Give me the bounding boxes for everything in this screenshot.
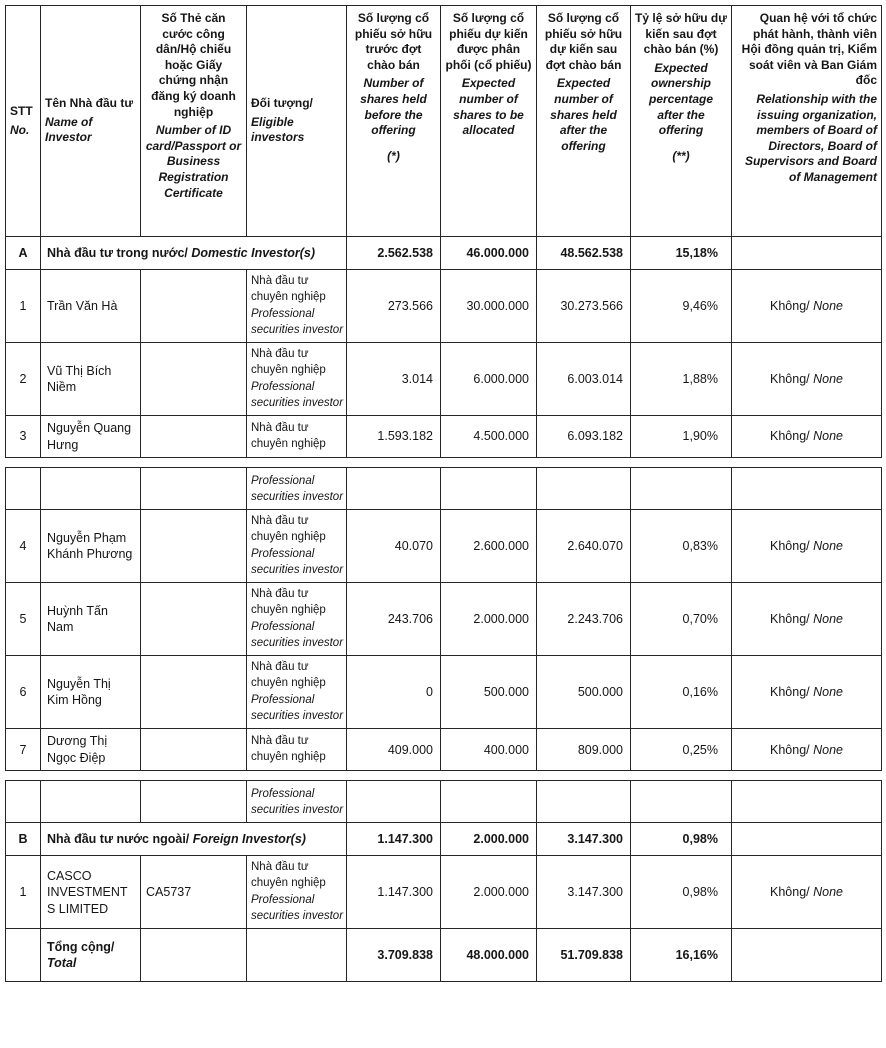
relationship-cell bbox=[732, 929, 882, 982]
eligible-en-text: Professional securities investor bbox=[251, 548, 344, 576]
relationship-cell bbox=[732, 468, 882, 510]
id-number-cell bbox=[141, 343, 247, 416]
page-break-gap bbox=[5, 771, 881, 780]
grand-total-row bbox=[6, 929, 882, 982]
eligible-cell bbox=[247, 468, 347, 510]
investor-row bbox=[6, 856, 882, 929]
investor-table-page-3 bbox=[5, 780, 882, 982]
allocated-value-cell: 2.000.000 bbox=[441, 856, 537, 929]
after-value-cell: 48.562.538 bbox=[537, 237, 631, 270]
investor-name-cell bbox=[41, 781, 141, 823]
after-value-cell: 2.243.706 bbox=[537, 583, 631, 656]
relationship-en-text: None bbox=[813, 612, 843, 626]
group-label-cell bbox=[41, 823, 347, 856]
relationship-en-text: None bbox=[813, 298, 843, 313]
header-shares-after bbox=[537, 6, 631, 237]
after-value-cell: 2.640.070 bbox=[537, 510, 631, 583]
investor-name-cell: Nguyễn Thị Kim Hồng bbox=[41, 656, 141, 729]
after-value-cell: 6.093.182 bbox=[537, 416, 631, 458]
header-id-number bbox=[141, 6, 247, 237]
table-body-page-2 bbox=[6, 468, 882, 771]
header-shares-before-en: Number of shares held before the offering bbox=[360, 76, 427, 138]
group-label-cell bbox=[41, 237, 347, 270]
before-value-cell: 1.147.300 bbox=[347, 856, 441, 929]
header-stt-vn: STT bbox=[10, 103, 33, 118]
investor-row bbox=[6, 656, 882, 729]
eligible-en-text: Professional securities investor bbox=[251, 308, 344, 336]
eligible-en-text: Professional securities investor bbox=[251, 621, 344, 649]
investor-name-cell: CASCO INVESTMENTS LIMITED bbox=[41, 856, 141, 929]
relationship-cell bbox=[732, 510, 882, 583]
pct-value-cell: 15,18% bbox=[631, 237, 732, 270]
stt-cell bbox=[6, 781, 41, 823]
table-body-page-3 bbox=[6, 781, 882, 982]
id-number-cell bbox=[141, 416, 247, 458]
pct-value-cell: 1,88% bbox=[631, 343, 732, 416]
relationship-cell bbox=[732, 583, 882, 656]
before-value-cell: 273.566 bbox=[347, 270, 441, 343]
after-value-cell: 30.273.566 bbox=[537, 270, 631, 343]
header-stt-en: No. bbox=[10, 122, 30, 137]
eligible-vn-text: Nhà đầu tư chuyên nghiệp bbox=[251, 348, 326, 376]
header-shares-after-en: Expected number of shares held after the offering bbox=[550, 76, 617, 153]
stt-cell: B bbox=[6, 823, 41, 856]
relationship-cell bbox=[732, 781, 882, 823]
group-subtotal-row bbox=[6, 237, 882, 270]
header-shares-allocated bbox=[441, 6, 537, 237]
stt-cell: 3 bbox=[6, 416, 41, 458]
relationship-cell bbox=[732, 856, 882, 929]
relationship-vn-text: Không/ bbox=[770, 429, 814, 444]
relationship-vn-text: Không/ bbox=[770, 612, 814, 626]
investor-table-page-1 bbox=[5, 5, 882, 458]
allocated-value-cell bbox=[441, 468, 537, 510]
allocated-value-cell: 30.000.000 bbox=[441, 270, 537, 343]
table-body-page-1 bbox=[6, 237, 882, 458]
investor-name-cell: Trần Văn Hà bbox=[41, 270, 141, 343]
header-shares-after-vn: Số lượng cổ phiếu sở hữu dự kiến sau đợt chào bán bbox=[544, 11, 623, 72]
allocated-value-cell: 2.000.000 bbox=[441, 583, 537, 656]
stt-cell: 1 bbox=[6, 270, 41, 343]
before-value-cell: 40.070 bbox=[347, 510, 441, 583]
investor-row bbox=[6, 583, 882, 656]
relationship-cell bbox=[732, 343, 882, 416]
pct-value-cell bbox=[631, 781, 732, 823]
id-number-cell bbox=[141, 510, 247, 583]
relationship-cell bbox=[732, 823, 882, 856]
header-ownership-pct-note: (**) bbox=[672, 148, 690, 163]
eligible-cell bbox=[247, 729, 347, 771]
eligible-vn-text: Nhà đầu tư chuyên nghiệp bbox=[251, 515, 326, 543]
eligible-vn-text: Nhà đầu tư chuyên nghiệp bbox=[251, 861, 326, 889]
continuation-row bbox=[6, 468, 882, 510]
relationship-vn-text: Không/ bbox=[770, 685, 814, 700]
allocated-value-cell: 400.000 bbox=[441, 729, 537, 771]
stt-cell: 1 bbox=[6, 856, 41, 929]
id-number-cell bbox=[141, 468, 247, 510]
stt-cell bbox=[6, 929, 41, 982]
eligible-en-text: Professional securities investor bbox=[251, 381, 344, 409]
relationship-vn-text: Không/ bbox=[770, 538, 814, 553]
before-value-cell: 1.147.300 bbox=[347, 823, 441, 856]
before-value-cell: 409.000 bbox=[347, 729, 441, 771]
total-label-vn: Tổng cộng/ bbox=[47, 939, 115, 954]
allocated-value-cell: 48.000.000 bbox=[441, 929, 537, 982]
pct-value-cell: 0,70% bbox=[631, 583, 732, 656]
table-header-row bbox=[6, 6, 882, 237]
relationship-cell bbox=[732, 416, 882, 458]
pct-value-cell: 0,25% bbox=[631, 729, 732, 771]
group-label-en: Foreign Investor(s) bbox=[192, 832, 306, 847]
stt-cell: 4 bbox=[6, 510, 41, 583]
id-number-cell bbox=[141, 781, 247, 823]
relationship-vn-text: Không/ bbox=[770, 298, 814, 313]
allocated-value-cell: 2.600.000 bbox=[441, 510, 537, 583]
eligible-cell bbox=[247, 270, 347, 343]
after-value-cell: 3.147.300 bbox=[537, 856, 631, 929]
investor-name-cell: Vũ Thị Bích Niềm bbox=[41, 343, 141, 416]
eligible-cell bbox=[247, 510, 347, 583]
pct-value-cell: 0,16% bbox=[631, 656, 732, 729]
header-shares-before-note: (*) bbox=[387, 148, 400, 163]
investor-row bbox=[6, 416, 882, 458]
id-number-cell bbox=[141, 583, 247, 656]
investor-name-cell: Huỳnh Tấn Nam bbox=[41, 583, 141, 656]
eligible-en-text: Professional securities investor bbox=[251, 694, 344, 722]
after-value-cell bbox=[537, 781, 631, 823]
after-value-cell: 6.003.014 bbox=[537, 343, 631, 416]
header-investor-name bbox=[41, 6, 141, 237]
total-label-en: Total bbox=[47, 956, 77, 971]
before-value-cell: 243.706 bbox=[347, 583, 441, 656]
investor-name-cell bbox=[41, 468, 141, 510]
relationship-en-text: None bbox=[813, 885, 843, 900]
eligible-cell bbox=[247, 343, 347, 416]
header-stt bbox=[6, 6, 41, 237]
investor-row bbox=[6, 343, 882, 416]
after-value-cell: 500.000 bbox=[537, 656, 631, 729]
id-number-cell bbox=[141, 270, 247, 343]
before-value-cell: 1.593.182 bbox=[347, 416, 441, 458]
relationship-en-text: None bbox=[813, 742, 843, 757]
header-eligible-vn: Đối tượng/ bbox=[251, 96, 313, 111]
relationship-cell bbox=[732, 656, 882, 729]
header-shares-before-vn: Số lượng cổ phiếu sở hữu trước đợt chào bán bbox=[354, 11, 433, 72]
stt-cell: A bbox=[6, 237, 41, 270]
group-label-vn: Nhà đầu tư nước ngoài/ bbox=[47, 832, 193, 847]
investor-name-cell: Dương Thị Ngọc Điệp bbox=[41, 729, 141, 771]
after-value-cell: 809.000 bbox=[537, 729, 631, 771]
investor-name-cell: Nguyễn Quang Hưng bbox=[41, 416, 141, 458]
stt-cell: 7 bbox=[6, 729, 41, 771]
stt-cell: 2 bbox=[6, 343, 41, 416]
header-relationship-en: Relationship with the issuing organization, members of Board of Directors, Board of Supervisors and Board of Management bbox=[744, 91, 877, 184]
header-ownership-pct-vn: Tỷ lệ sở hữu dự kiến sau đợt chào bán (%) bbox=[635, 11, 727, 57]
investor-row bbox=[6, 510, 882, 583]
group-label-vn: Nhà đầu tư trong nước/ bbox=[47, 245, 192, 260]
allocated-value-cell bbox=[441, 781, 537, 823]
allocated-value-cell: 46.000.000 bbox=[441, 237, 537, 270]
pct-value-cell bbox=[631, 468, 732, 510]
header-eligible-investors bbox=[247, 6, 347, 237]
pct-value-cell: 0,98% bbox=[631, 823, 732, 856]
investor-name-cell: Nguyễn Phạm Khánh Phương bbox=[41, 510, 141, 583]
investor-row bbox=[6, 729, 882, 771]
header-relationship-vn: Quan hệ với tổ chức phát hành, thành viên Hội đồng quản trị, Kiểm soát viên và Ban Giám đốc bbox=[741, 11, 877, 88]
id-number-cell bbox=[141, 656, 247, 729]
header-id-number-en: Number of ID card/Passport or Business Registration Certificate bbox=[145, 123, 242, 200]
before-value-cell: 3.709.838 bbox=[347, 929, 441, 982]
stt-cell: 5 bbox=[6, 583, 41, 656]
eligible-vn-text: Nhà đầu tư chuyên nghiệp bbox=[251, 422, 326, 450]
relationship-cell bbox=[732, 270, 882, 343]
header-shares-allocated-vn: Số lượng cổ phiếu dự kiến được phân phối (cổ phiếu) bbox=[445, 11, 532, 72]
before-value-cell bbox=[347, 781, 441, 823]
stt-cell: 6 bbox=[6, 656, 41, 729]
allocated-value-cell: 4.500.000 bbox=[441, 416, 537, 458]
relationship-en-text: None bbox=[813, 429, 843, 444]
group-subtotal-row bbox=[6, 823, 882, 856]
pct-value-cell: 9,46% bbox=[631, 270, 732, 343]
pct-value-cell: 1,90% bbox=[631, 416, 732, 458]
eligible-vn-text: Nhà đầu tư chuyên nghiệp bbox=[251, 275, 326, 303]
id-number-cell: CA5737 bbox=[141, 856, 247, 929]
header-investor-name-vn: Tên Nhà đầu tư bbox=[45, 96, 134, 111]
pct-value-cell: 0,83% bbox=[631, 510, 732, 583]
before-value-cell: 2.562.538 bbox=[347, 237, 441, 270]
relationship-en-text: None bbox=[813, 538, 843, 553]
relationship-cell bbox=[732, 729, 882, 771]
allocated-value-cell: 2.000.000 bbox=[441, 823, 537, 856]
eligible-cell bbox=[247, 416, 347, 458]
relationship-en-text: None bbox=[813, 371, 843, 386]
id-number-cell bbox=[141, 929, 247, 982]
total-label-cell bbox=[41, 929, 141, 982]
pct-value-cell: 16,16% bbox=[631, 929, 732, 982]
pct-value-cell: 0,98% bbox=[631, 856, 732, 929]
eligible-en-text: Professional securities investor bbox=[251, 475, 344, 503]
eligible-vn-text: Nhà đầu tư chuyên nghiệp bbox=[251, 661, 326, 689]
after-value-cell bbox=[537, 468, 631, 510]
relationship-en-text: None bbox=[813, 685, 843, 700]
allocated-value-cell: 500.000 bbox=[441, 656, 537, 729]
header-shares-before bbox=[347, 6, 441, 237]
eligible-vn-text: Nhà đầu tư chuyên nghiệp bbox=[251, 588, 326, 616]
eligible-cell bbox=[247, 656, 347, 729]
page-break-gap bbox=[5, 458, 881, 467]
before-value-cell: 0 bbox=[347, 656, 441, 729]
relationship-vn-text: Không/ bbox=[770, 885, 814, 900]
eligible-cell bbox=[247, 856, 347, 929]
id-number-cell bbox=[141, 729, 247, 771]
relationship-vn-text: Không/ bbox=[770, 742, 814, 757]
relationship-vn-text: Không/ bbox=[770, 371, 814, 386]
before-value-cell bbox=[347, 468, 441, 510]
investor-table-page-2 bbox=[5, 467, 882, 771]
header-relationship bbox=[732, 6, 882, 237]
eligible-cell bbox=[247, 929, 347, 982]
investor-row bbox=[6, 270, 882, 343]
group-label-en: Domestic Investor(s) bbox=[191, 245, 316, 260]
stt-cell bbox=[6, 468, 41, 510]
eligible-en-text: Professional securities investor bbox=[251, 788, 344, 816]
eligible-vn-text: Nhà đầu tư chuyên nghiệp bbox=[251, 735, 326, 763]
header-ownership-pct bbox=[631, 6, 732, 237]
before-value-cell: 3.014 bbox=[347, 343, 441, 416]
header-ownership-pct-en: Expected ownership percentage after the offering bbox=[648, 60, 714, 138]
eligible-cell bbox=[247, 583, 347, 656]
header-shares-allocated-en: Expected number of shares to be allocated bbox=[453, 76, 524, 138]
allocated-value-cell: 6.000.000 bbox=[441, 343, 537, 416]
eligible-en-text: Professional securities investor bbox=[251, 894, 344, 922]
relationship-cell bbox=[732, 237, 882, 270]
header-investor-name-en: Name of Investor bbox=[45, 114, 93, 145]
header-id-number-vn: Số Thẻ căn cước công dân/Hộ chiếu hoặc Giấy chứng nhận đăng ký doanh nghiệp bbox=[151, 11, 236, 119]
header-eligible-en: Eligible investors bbox=[251, 114, 305, 145]
after-value-cell: 3.147.300 bbox=[537, 823, 631, 856]
after-value-cell: 51.709.838 bbox=[537, 929, 631, 982]
continuation-row bbox=[6, 781, 882, 823]
eligible-cell bbox=[247, 781, 347, 823]
